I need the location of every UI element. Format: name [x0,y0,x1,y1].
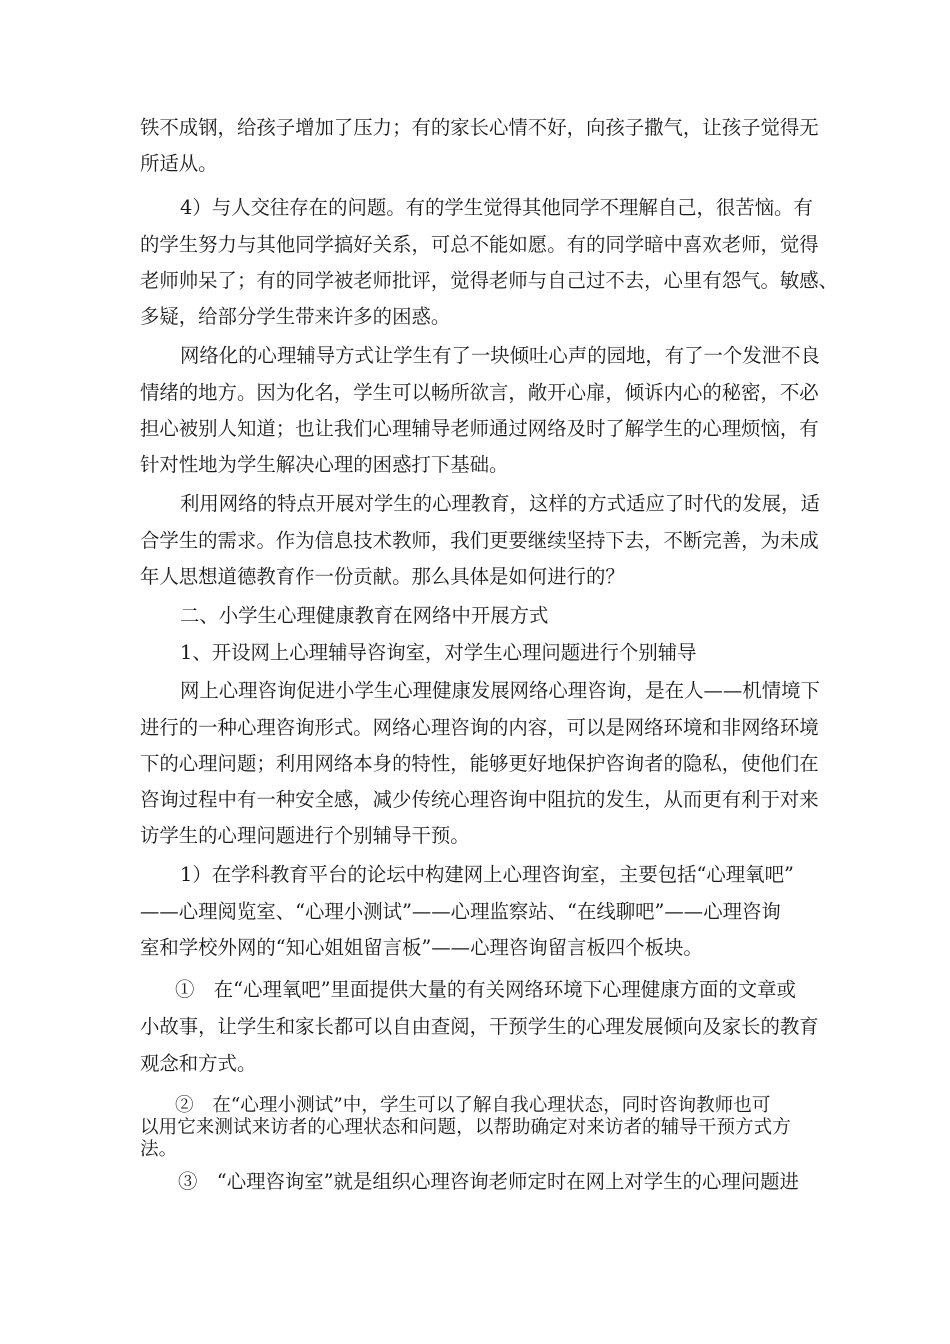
list-item-first-line: ③ “心理咨询室”就是组织心理咨询老师定时在网上对学生的心理问题进 [178,1170,799,1193]
text-line: 小故事，让学生和家长都可以自由查阅，干预学生的心理发展倾向及家长的教育 [140,1015,819,1038]
text-line: 年人思想道德教育作一份贡献。那么具体是如何进行的？ [140,565,625,588]
paragraph-first-line: 1）在学科教育平台的论坛中构建网上心理咨询室，主要包括“心理氧吧” [180,863,794,886]
subsection-heading: 1、开设网上心理辅导咨询室，对学生心理问题进行个别辅导 [180,641,697,664]
text-line: 多疑，给部分学生带来许多的困惑。 [140,305,451,328]
paragraph-first-line: 网络化的心理辅导方式让学生有了一块倾吐心声的园地，有了一个发泄不良 [180,344,820,367]
text-line: ——心理阅览室、“心理小测试”——心理监察站、“在线聊吧”——心理咨询 [140,900,781,923]
text-line: 法。 [140,1139,178,1160]
text-line: 铁不成钢，给孩子增加了压力；有的家长心情不好，向孩子撒气，让孩子觉得无 [140,116,819,139]
text-line: 访学生的心理问题进行个别辅导干预。 [140,824,470,847]
text-line: 担心被别人知道；也让我们心理辅导老师通过网络及时了解学生的心理烦恼，有 [140,417,819,440]
text-line: 室和学校外网的“知心姐姐留言板”——心理咨询留言板四个板块。 [140,936,703,959]
list-item-first-line: ② 在“心理小测试”中，学生可以了解自我心理状态，同时咨询教师也可 [175,1095,771,1116]
text-line: 咨询过程中有一种安全感，减少传统心理咨询中阻抗的发生，从而更有利于对来 [140,788,819,811]
paragraph-first-line: 4）与人交往存在的问题。有的学生觉得其他同学不理解自己，很苦恼。有 [180,196,813,219]
text-line: 合学生的需求。作为信息技术教师，我们更要继续坚持下去，不断完善，为未成 [140,529,819,552]
text-line: 下的心理问题；利用网络本身的特性，能够更好地保护咨询者的隐私，使他们在 [140,752,819,775]
paragraph-first-line: 利用网络的特点开展对学生的心理教育，这样的方式适应了时代的发展，适 [180,492,820,515]
section-heading: 二、小学生心理健康教育在网络中开展方式 [180,604,549,627]
text-line: 情绪的地方。因为化名，学生可以畅所欲言，敞开心扉，倾诉内心的秘密，不必 [140,381,819,404]
text-line: 老师帅呆了；有的同学被老师批评，觉得老师与自己过不去，心里有怨气。敏感、 [140,269,839,292]
text-line: 进行的一种心理咨询形式。网络心理咨询的内容，可以是网络环境和非网络环境 [140,716,819,739]
text-line: 观念和方式。 [140,1052,257,1075]
list-item-first-line: ① 在“心理氧吧”里面提供大量的有关网络环境下心理健康方面的文章或 [175,978,796,1001]
text-line: 以用它来测试来访者的心理状态和问题，以帮助确定对来访者的辅导干预方式方 [140,1117,791,1138]
text-line: 针对性地为学生解决心理的困惑打下基础。 [140,453,509,476]
text-line: 的学生努力与其他同学搞好关系，可总不能如愿。有的同学暗中喜欢老师，觉得 [140,233,819,256]
paragraph-first-line: 网上心理咨询促进小学生心理健康发展网络心理咨询，是在人——机情境下 [180,679,820,702]
text-line: 所适从。 [140,152,218,175]
